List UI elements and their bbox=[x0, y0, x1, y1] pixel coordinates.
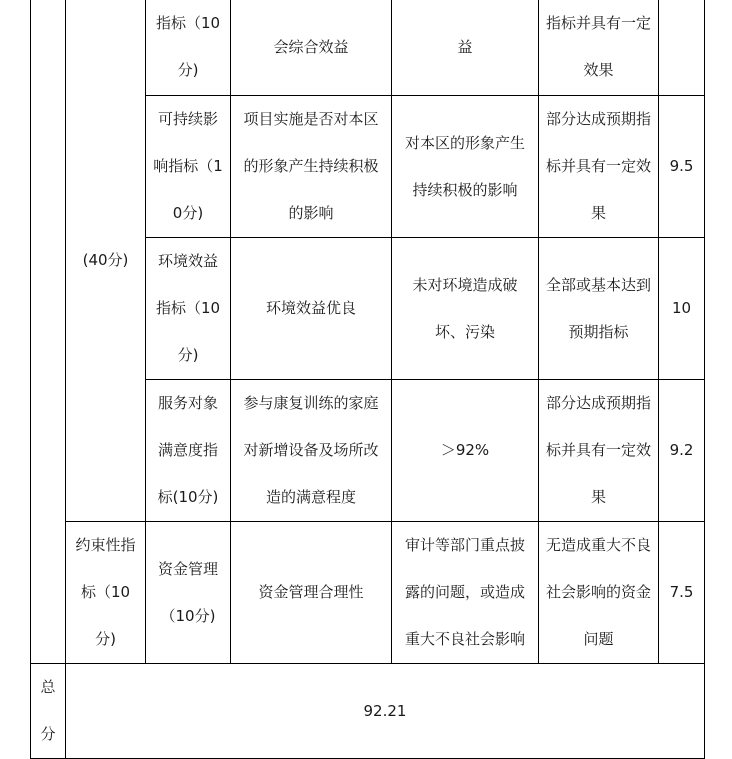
level2-indicator-cell: 服务对象满意度指标(10分) bbox=[146, 380, 231, 522]
indicator-cell: 会综合效益 bbox=[231, 0, 392, 96]
indicator-cell: 资金管理合理性 bbox=[231, 522, 392, 664]
standard-cell: ＞92% bbox=[392, 380, 539, 522]
total-row bbox=[31, 664, 705, 759]
indicator-cell: 项目实施是否对本区的形象产生持续积极的影响 bbox=[231, 96, 392, 238]
category-cell bbox=[31, 0, 66, 664]
evaluation-cell: 指标并具有一定效果 bbox=[539, 0, 659, 96]
level2-indicator-cell: 资金管理（10分) bbox=[146, 522, 231, 664]
level1-indicator-cell: 约束性指标（10分) bbox=[66, 522, 146, 664]
table-row bbox=[31, 0, 705, 96]
evaluation-cell: 全部或基本达到预期指标 bbox=[539, 238, 659, 380]
evaluation-cell: 无造成重大不良社会影响的资金问题 bbox=[539, 522, 659, 664]
score-cell: 9.2 bbox=[659, 380, 705, 522]
evaluation-cell: 部分达成预期指标并具有一定效果 bbox=[539, 380, 659, 522]
score-cell: 9.5 bbox=[659, 96, 705, 238]
score-cell: 7.5 bbox=[659, 522, 705, 664]
performance-evaluation-table bbox=[30, 0, 705, 759]
table-row bbox=[31, 522, 705, 664]
total-score: 92.21 bbox=[66, 664, 705, 759]
level1-indicator-cell: (40分) bbox=[66, 0, 146, 522]
total-label: 总分 bbox=[31, 664, 66, 759]
standard-cell: 对本区的形象产生持续积极的影响 bbox=[392, 96, 539, 238]
standard-cell: 审计等部门重点披露的问题，或造成重大不良社会影响 bbox=[392, 522, 539, 664]
level2-indicator-cell: 环境效益指标（10分) bbox=[146, 238, 231, 380]
standard-cell: 未对环境造成破坏、污染 bbox=[392, 238, 539, 380]
level2-indicator-cell: 可持续影响指标（10分) bbox=[146, 96, 231, 238]
score-cell bbox=[659, 0, 705, 96]
evaluation-cell: 部分达成预期指标并具有一定效果 bbox=[539, 96, 659, 238]
indicator-cell: 环境效益优良 bbox=[231, 238, 392, 380]
standard-cell: 益 bbox=[392, 0, 539, 96]
score-cell: 10 bbox=[659, 238, 705, 380]
level2-indicator-cell: 指标（10分) bbox=[146, 0, 231, 96]
indicator-cell: 参与康复训练的家庭对新增设备及场所改造的满意程度 bbox=[231, 380, 392, 522]
